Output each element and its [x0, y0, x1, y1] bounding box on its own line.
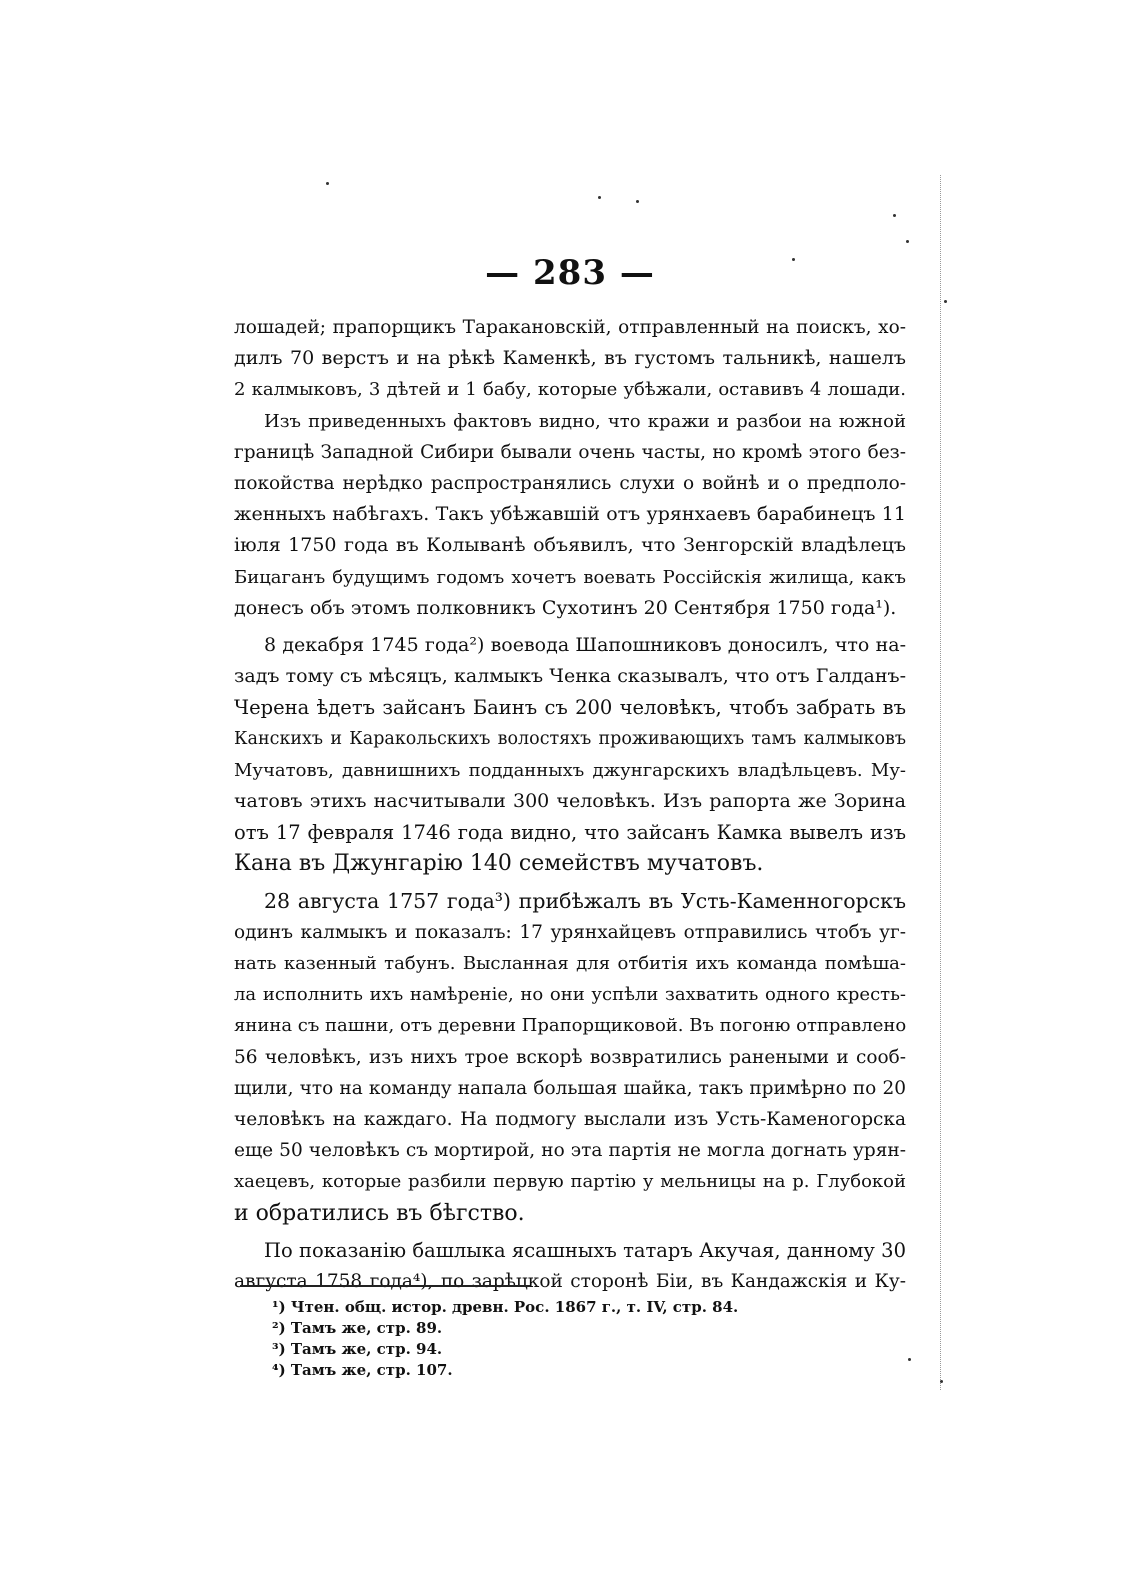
text-line: іюля 1750 года въ Колыванѣ объявилъ, что Зенгорскій владѣлецъ: [234, 534, 906, 557]
text-line: границѣ Западной Сибири бывали очень часты, но кромѣ этого без-: [234, 441, 906, 463]
footnotes: [272, 1297, 739, 1381]
paragraph-4: [234, 886, 906, 1229]
footnote-rule: [240, 1285, 530, 1287]
paragraph-1: [234, 312, 906, 406]
text-line: ла исполнить ихъ намѣреніе, но они успѣли захватить одного кресть-: [234, 984, 906, 1006]
text-line: августа 1758 года⁴), по зарѣцкой сторонѣ Біи, въ Кандажскія и Ку-: [234, 1271, 906, 1293]
text-line: женныхъ набѣгахъ. Такъ убѣжавшій отъ урянхаевъ барабинецъ 11: [234, 503, 906, 526]
text-line: одинъ калмыкъ и показалъ: 17 урянхайцевъ отправились чтобъ уг-: [234, 921, 906, 943]
text-line: донесъ объ этомъ полковникъ Сухотинъ 20 Сентября 1750 года¹).: [234, 596, 897, 619]
text-line: 28 августа 1757 года³) прибѣжалъ въ Усть-Каменногорскъ: [264, 888, 906, 913]
text-line: покойства нерѣдко распространялись слухи о войнѣ и о предполо-: [234, 473, 906, 495]
text-line: Канскихъ и Каракольскихъ волостяхъ проживающихъ тамъ калмыковъ: [234, 728, 906, 749]
text-line: 8 декабря 1745 года²) воевода Шапошниковъ доносилъ, что на-: [264, 634, 906, 657]
text-line: задъ тому съ мѣсяцъ, калмыкъ Ченка сказывалъ, что отъ Галданъ-: [234, 665, 906, 688]
text-line: нать казенный табунъ. Высланная для отбитія ихъ команда помѣша-: [234, 953, 906, 975]
text-line: хаецевъ, которые разбили первую партію у мельницы на р. Глубокой: [234, 1171, 906, 1193]
text-line: По показанію башлыка ясашныхъ татаръ Акучая, данному 30: [264, 1238, 906, 1262]
footnote-2: ²) Тамъ же, стр. 89.: [272, 1319, 443, 1337]
text-line: Черена ѣдетъ зайсанъ Баинъ съ 200 человѣкъ, чтобъ забрать въ: [234, 696, 906, 720]
paragraph-2: [234, 406, 906, 624]
footnote-3: ³) Тамъ же, стр. 94.: [272, 1340, 443, 1358]
text-line: чатовъ этихъ насчитывали 300 человѣкъ. Изъ рапорта же Зорина: [234, 790, 906, 813]
text-line: 2 калмыковъ, 3 дѣтей и 1 бабу, которые убѣжали, оставивъ 4 лошади.: [234, 379, 906, 401]
text-line: лошадей; прапорщикъ Таракановскій, отправленный на поискъ, хо-: [234, 317, 906, 338]
text-line: Изъ приведенныхъ фактовъ видно, что кражи и разбои на южной: [264, 410, 906, 432]
scan-edge-line: [940, 175, 941, 1390]
text-line: и обратились въ бѣгство.: [234, 1200, 525, 1226]
text-line: отъ 17 февраля 1746 года видно, что зайсанъ Камка вывелъ изъ: [234, 821, 906, 845]
main-text: [234, 312, 906, 1297]
text-line: щили, что на команду напала большая шайка, такъ примѣрно по 20: [234, 1077, 906, 1099]
footnote-1: ¹) Чтен. общ. истор. древн. Рос. 1867 г., т. IV, стр. 84.: [272, 1298, 739, 1316]
footnote-4: ⁴) Тамъ же, стр. 107.: [272, 1361, 453, 1379]
text-line: еще 50 человѣкъ съ мортирой, но эта партія не могла догнать урян-: [234, 1140, 906, 1162]
text-line: человѣкъ на каждаго. На подмогу выслали изъ Усть-Каменогорска: [234, 1109, 906, 1131]
text-line: 56 человѣкъ, изъ нихъ трое вскорѣ возвратились ранеными и сооб-: [234, 1046, 906, 1068]
text-line: Бицаганъ будущимъ годомъ хочетъ воевать Россійскія жилища, какъ: [234, 566, 906, 588]
paragraph-3: [234, 630, 906, 880]
page-number: — 283 —: [485, 253, 655, 293]
text-line: дилъ 70 верстъ и на рѣкѣ Каменкѣ, въ густомъ тальникѣ, нашелъ: [234, 347, 906, 370]
paragraph-5: [234, 1235, 906, 1297]
text-line: янина съ пашни, отъ деревни Прапорщиковой. Въ погоню отправлено: [234, 1015, 907, 1037]
text-line: Мучатовъ, давнишнихъ подданныхъ джунгарскихъ владѣльцевъ. Му-: [234, 759, 906, 781]
text-line: Кана въ Джунгарію 140 семействъ мучатовъ.: [234, 851, 764, 877]
